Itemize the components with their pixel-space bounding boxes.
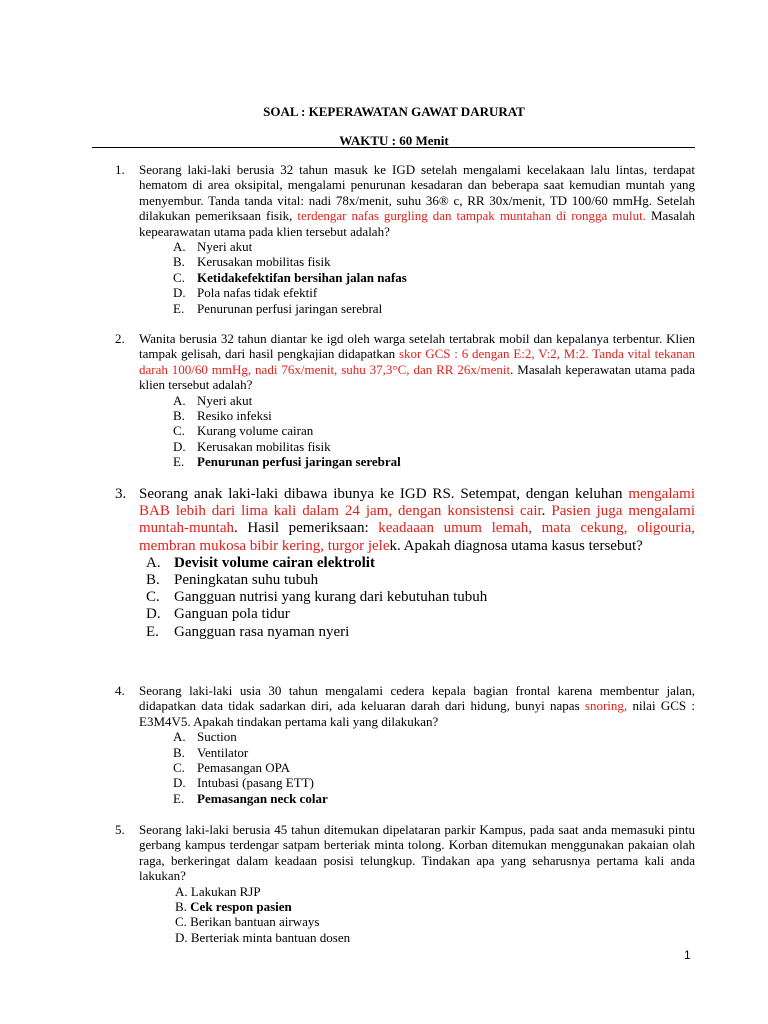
option-e-answer: E. Penurunan perfusi jaringan serebral: [173, 454, 401, 470]
option-list: [139, 729, 695, 806]
option-d: D. Berteriak minta bantuan dosen: [175, 929, 351, 945]
question-text: Seorang laki-laki usia 30 tahun mengalami cedera kepala bagian frontal karena membentur jalan, didapatkan data tidak sadarkan diri, ada keluaran darah dari hidung, bunyi napas snoring, nilai GCS : E3M4V5. Apakah tindakan pertama kali yang dilakukan?: [139, 683, 696, 729]
option-d: D. Ganguan pola tidur: [146, 606, 290, 623]
highlighted-text: mengalami BAB lebih dari lima kali dalam 24 jam, dengan konsistensi cair: [139, 486, 695, 520]
question-2: [115, 331, 696, 470]
option-b: B. Resiko infeksi: [173, 408, 272, 424]
option-b: B. Kerusakan mobilitas fisik: [173, 254, 331, 270]
option-list: [139, 393, 695, 470]
option-e: E. Gangguan rasa nyaman nyeri: [146, 623, 350, 640]
option-a: A. Suction: [173, 729, 237, 745]
question-number: 5.: [115, 822, 125, 837]
option-list: [139, 555, 695, 641]
option-c: C. Pemasangan OPA: [173, 760, 291, 776]
option-d: D. Intubasi (pasang ETT): [173, 775, 314, 791]
highlighted-text: terdengar nafas gurgling dan tampak muntahan di rongga mulut.: [297, 208, 646, 224]
option-a: A. Nyeri akut: [173, 239, 253, 255]
option-d: D. Pola nafas tidak efektif: [173, 285, 318, 301]
question-number: 2.: [115, 331, 125, 346]
option-c: C. Kurang volume cairan: [173, 423, 314, 439]
option-list: [139, 884, 695, 946]
question-5: [115, 822, 695, 945]
option-e: E. Penurunan perfusi jaringan serebral: [173, 300, 383, 316]
highlighted-text: keadaaan umum lemah, mata cekung, oligouria, membran mukosa bibir kering, turgor jele: [139, 520, 695, 554]
option-a-answer: A. Devisit volume cairan elektrolit: [146, 554, 375, 571]
option-b: B. Ventilator: [173, 744, 249, 760]
option-b-answer: B. Cek respon pasien: [175, 899, 292, 915]
header-divider: [92, 147, 695, 148]
option-b: B. Peningkatan suhu tubuh: [146, 572, 319, 589]
highlighted-text: skor GCS : 6 dengan E:2, V:2, M:2. Tanda vital tekanan darah 100/60 mmHg, nadi 76x/menit, suhu 37,3°C, dan RR 26x/menit: [139, 346, 696, 377]
question-number: 3.: [115, 486, 127, 502]
option-c-answer: C. Ketidakefektifan bersihan jalan nafas: [173, 269, 407, 285]
page-number: 1: [684, 948, 691, 962]
option-c: C. Berikan bantuan airways: [175, 914, 320, 930]
highlighted-text: snoring,: [584, 698, 628, 714]
exam-time: WAKTU : 60 Menit: [339, 133, 449, 148]
question-number: 4.: [115, 683, 125, 698]
option-list: [139, 239, 695, 316]
question-text: Seorang anak laki-laki dibawa ibunya ke IGD RS. Setempat, dengan keluhan mengalami BAB lebih dari lima kali dalam 24 jam, dengan konsistensi cair. Pasien juga mengalami muntah-muntah. Hasil pemeriksaan: keadaaan umum lemah, mata cekung, oligouria, membran mukosa bibir kering, turgor jelek. Apakah diagnosa utama kasus tersebut?: [139, 486, 696, 554]
question-text: Seorang laki-laki berusia 45 tahun ditemukan dipelataran parkir Kampus, pada saat anda memasuki pintu gerbang kampus terdengar satpam berteriak minta tolong. Korban ditemukan menggunakan pakaian olah raga, berkeringat dalam keadaan posisi telungkup. Tindakan apa yang seharusnya pertama kali anda lakukan?: [139, 822, 695, 884]
option-e-answer: E. Pemasangan neck colar: [173, 790, 328, 806]
question-4: [115, 683, 696, 806]
option-a: A. Lakukan RJP: [175, 883, 261, 899]
question-3: [115, 486, 696, 641]
option-c: C. Gangguan nutrisi yang kurang dari kebutuhan tubuh: [146, 589, 488, 606]
question-text: Wanita berusia 32 tahun diantar ke igd oleh warga setelah tertabrak mobil dan kepalanya terbentur. Klien tampak gelisah, dari hasil pengkajian didapatkan skor GCS : 6 dengan E:2, V:2, M:2. Tanda vital tekanan darah 100/60 mmHg, nadi 76x/menit, suhu 37,3°C, dan RR 26x/menit. Masalah keperawatan utama pada klien tersebut adalah?: [139, 331, 696, 393]
highlighted-text: Pasien juga mengalami muntah-muntah: [139, 503, 696, 537]
question-text: Seorang laki-laki berusia 32 tahun masuk ke IGD setelah mengalami kecelakaan lalu lintas, terdapat hematom di area oksipital, mengalami penurunan kesadaran dan beberapa saat kemudian muntah yang menyembur. Tanda tanda vital: nadi 78x/menit, suhu 36® c, RR 30x/menit, TD 100/60 mmHg. Setelah dilakukan pemeriksaan fisik, terdengar nafas gurgling dan tampak muntahan di rongga mulut. Masalah kepearawatan utama pada klien tersebut adalah?: [139, 162, 695, 239]
option-a: A. Nyeri akut: [173, 392, 253, 408]
question-number: 1.: [115, 162, 125, 177]
option-d: D. Kerusakan mobilitas fisik: [173, 438, 331, 454]
exam-title: SOAL : KEPERAWATAN GAWAT DARURAT: [263, 104, 525, 119]
question-1: [115, 162, 695, 316]
